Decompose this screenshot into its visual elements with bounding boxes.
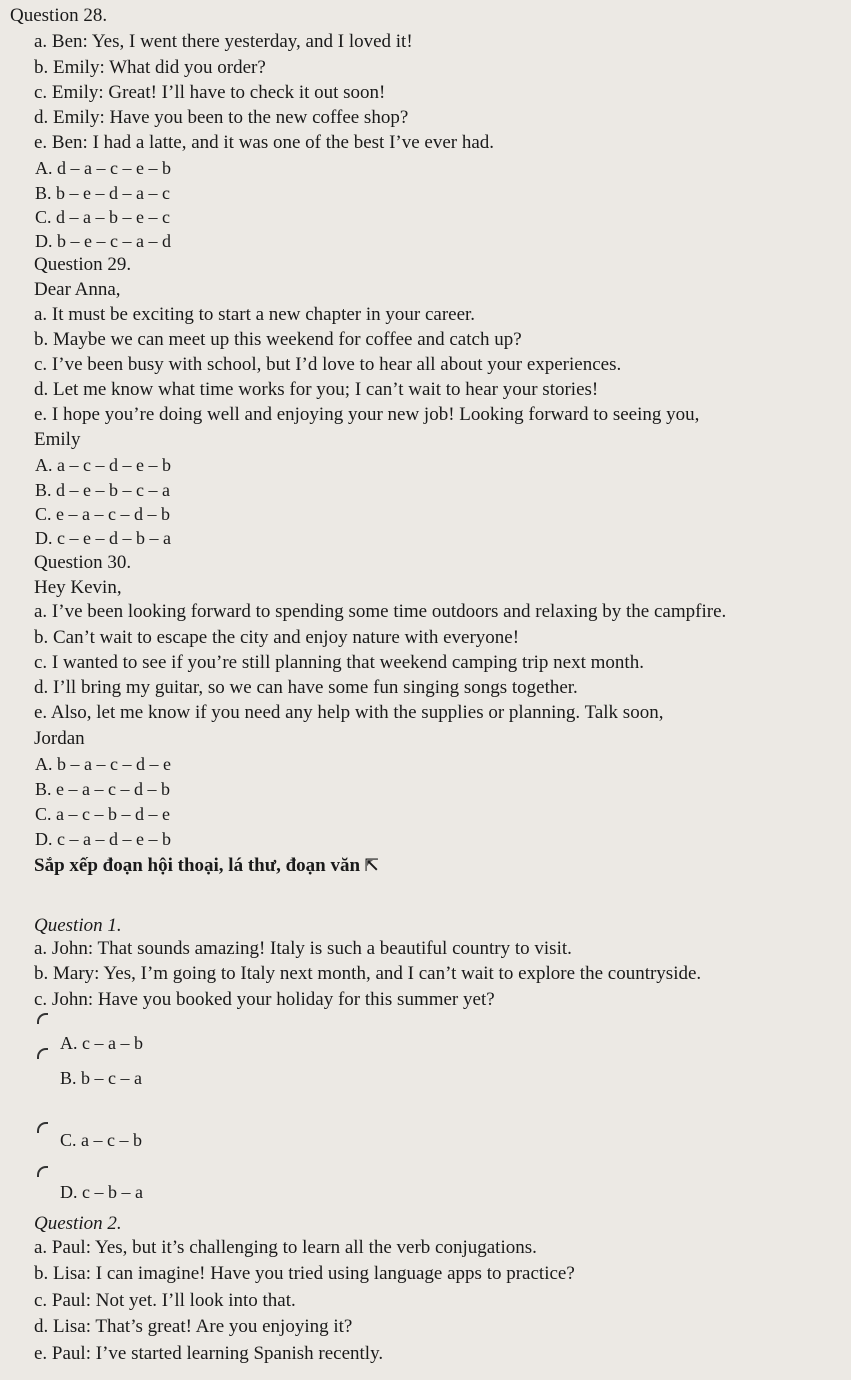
q1-radio-c[interactable] xyxy=(37,1122,48,1133)
q2-item-a: a. Paul: Yes, but it’s challenging to learn all the verb conjugations. xyxy=(34,1237,537,1258)
q29-greeting: Dear Anna, xyxy=(34,279,121,300)
q30-option-d[interactable]: D. c – a – d – e – b xyxy=(35,829,171,849)
q2-item-b: b. Lisa: I can imagine! Have you tried using language apps to practice? xyxy=(34,1263,575,1284)
q1-title: Question 1. xyxy=(34,915,122,936)
q2-item-c: c. Paul: Not yet. I’ll look into that. xyxy=(34,1290,296,1311)
section-heading xyxy=(34,853,379,878)
q28-option-b[interactable]: B. b – e – d – a – c xyxy=(35,183,170,203)
q1-radio-d[interactable] xyxy=(37,1166,48,1177)
q30-item-a: a. I’ve been looking forward to spending some time outdoors and relaxing by the campfire. xyxy=(34,601,727,622)
q1-radio-a[interactable] xyxy=(37,1013,48,1024)
q29-item-b: b. Maybe we can meet up this weekend for coffee and catch up? xyxy=(34,329,522,350)
q28-item-c: c. Emily: Great! I’ll have to check it out soon! xyxy=(34,82,386,103)
q1-option-c[interactable]: C. a – c – b xyxy=(60,1130,142,1150)
q29-item-e: e. I hope you’re doing well and enjoying your new job! Looking forward to seeing you, xyxy=(34,404,700,425)
q2-item-d: d. Lisa: That’s great! Are you enjoying it? xyxy=(34,1316,353,1337)
section-heading-text: Sắp xếp đoạn hội thoại, lá thư, đoạn văn xyxy=(34,855,361,876)
arrow-up-left-icon: ⇱ xyxy=(364,855,380,875)
q28-item-a: a. Ben: Yes, I went there yesterday, and I loved it! xyxy=(34,31,413,52)
q1-item-c: c. John: Have you booked your holiday for this summer yet? xyxy=(34,989,495,1010)
q1-item-a: a. John: That sounds amazing! Italy is such a beautiful country to visit. xyxy=(34,938,572,959)
q2-item-e: e. Paul: I’ve started learning Spanish recently. xyxy=(34,1343,384,1364)
q29-item-a: a. It must be exciting to start a new chapter in your career. xyxy=(34,304,476,325)
q29-option-d[interactable]: D. c – e – d – b – a xyxy=(35,528,171,548)
q28-option-d[interactable]: D. b – e – c – a – d xyxy=(35,231,171,251)
q29-option-c[interactable]: C. e – a – c – d – b xyxy=(35,504,170,524)
q1-radio-b[interactable] xyxy=(37,1048,48,1059)
q29-signature: Emily xyxy=(34,429,81,450)
q28-item-e: e. Ben: I had a latte, and it was one of the best I’ve ever had. xyxy=(34,132,495,153)
q29-item-d: d. Let me know what time works for you; I can’t wait to hear your stories! xyxy=(34,379,599,400)
q30-option-c[interactable]: C. a – c – b – d – e xyxy=(35,804,170,824)
q30-option-b[interactable]: B. e – a – c – d – b xyxy=(35,779,170,799)
q2-title: Question 2. xyxy=(34,1213,122,1234)
q29-title: Question 29. xyxy=(34,254,132,275)
q1-option-b[interactable]: B. b – c – a xyxy=(60,1068,142,1088)
q30-signature: Jordan xyxy=(34,728,85,749)
q30-title: Question 30. xyxy=(34,552,132,573)
q30-item-b: b. Can’t wait to escape the city and enjoy nature with everyone! xyxy=(34,627,520,648)
q29-option-b[interactable]: B. d – e – b – c – a xyxy=(35,480,170,500)
q1-option-a[interactable]: A. c – a – b xyxy=(60,1033,143,1053)
q29-option-a[interactable]: A. a – c – d – e – b xyxy=(35,455,171,475)
q28-option-c[interactable]: C. d – a – b – e – c xyxy=(35,207,170,227)
q30-item-d: d. I’ll bring my guitar, so we can have some fun singing songs together. xyxy=(34,677,578,698)
q1-option-d[interactable]: D. c – b – a xyxy=(60,1182,143,1202)
q28-item-b: b. Emily: What did you order? xyxy=(34,57,266,78)
q30-item-c: c. I wanted to see if you’re still planning that weekend camping trip next month. xyxy=(34,652,644,673)
q30-greeting: Hey Kevin, xyxy=(34,577,122,598)
q1-item-b: b. Mary: Yes, I’m going to Italy next month, and I can’t wait to explore the countryside. xyxy=(34,963,702,984)
q28-item-d: d. Emily: Have you been to the new coffee shop? xyxy=(34,107,409,128)
q30-option-a[interactable]: A. b – a – c – d – e xyxy=(35,754,171,774)
q30-item-e: e. Also, let me know if you need any help with the supplies or planning. Talk soon, xyxy=(34,702,664,723)
q28-option-a[interactable]: A. d – a – c – e – b xyxy=(35,158,171,178)
q29-item-c: c. I’ve been busy with school, but I’d love to hear all about your experiences. xyxy=(34,354,622,375)
q28-title: Question 28. xyxy=(10,5,108,26)
